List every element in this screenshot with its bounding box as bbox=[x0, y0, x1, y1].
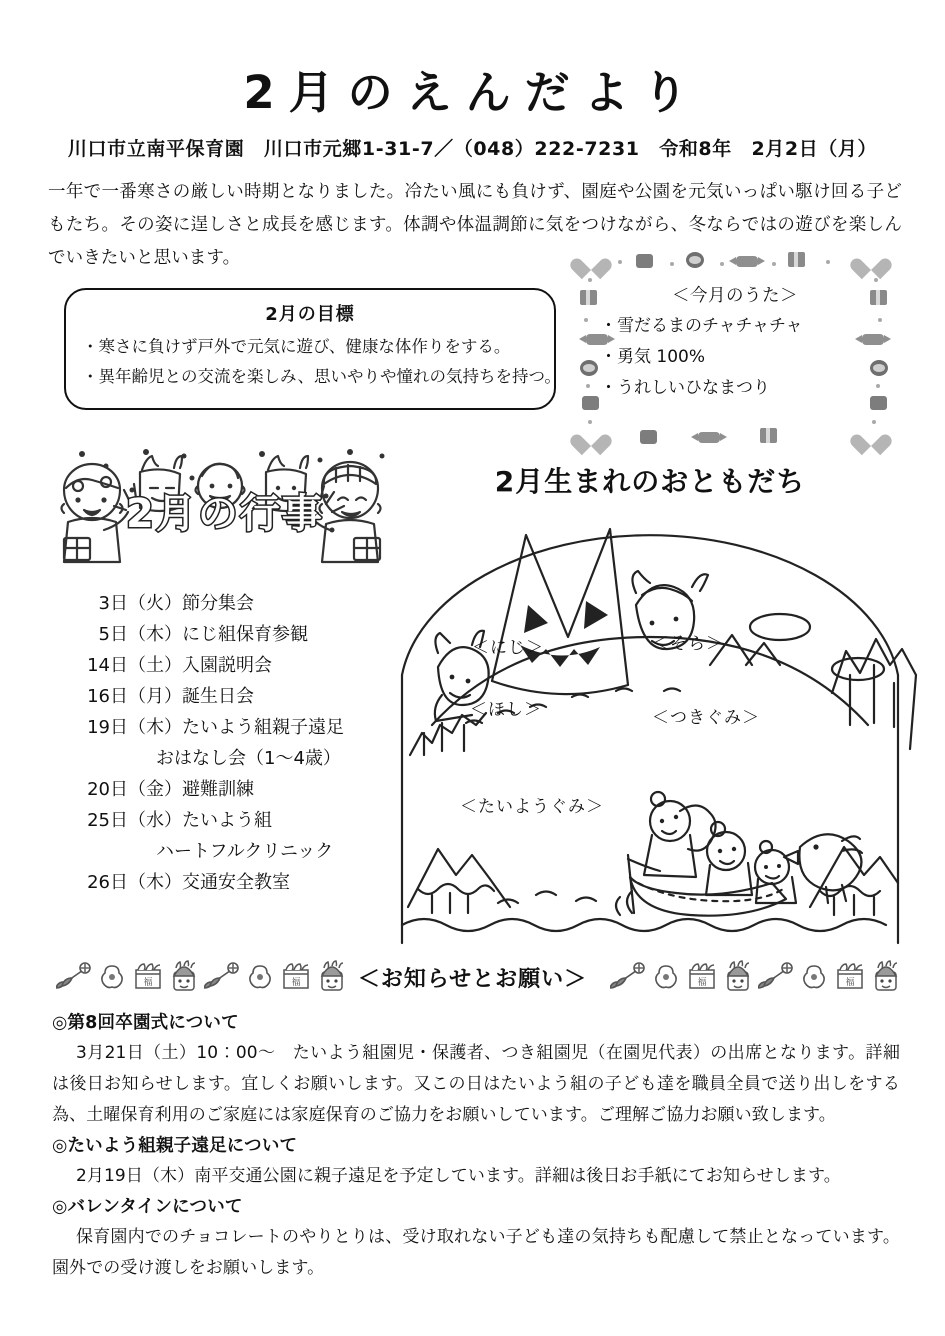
event-day: 3日 bbox=[98, 593, 128, 614]
notice-title: ◎たいよう組親子遠足について bbox=[52, 1136, 298, 1156]
event-row bbox=[70, 774, 410, 805]
notices-heading-text: ＜お知らせとお願い＞ bbox=[357, 967, 588, 992]
heart-icon bbox=[858, 248, 884, 272]
event-dow: （土） bbox=[128, 655, 182, 676]
notice-body: 2月19日（木）南平交通公園に親子遠足を予定しています。詳細は後日お手紙にてお知らせします。 bbox=[76, 1166, 841, 1186]
oni-face-icon bbox=[871, 960, 901, 996]
dot-icon bbox=[826, 260, 830, 264]
class-label-tsukigumi: ＜つきぐみ＞ bbox=[652, 708, 760, 728]
setsubun-icon-row-right bbox=[610, 960, 901, 996]
event-day: 20日 bbox=[87, 779, 128, 800]
fuku-masu-box-icon bbox=[834, 960, 866, 996]
fuku-masu-box-icon bbox=[686, 960, 718, 996]
events-heading-text: 2月の行事 bbox=[126, 491, 324, 537]
notices-heading-row bbox=[0, 958, 945, 1002]
notice-title: ◎バレンタインについて bbox=[52, 1197, 243, 1217]
event-dow: （金） bbox=[128, 779, 182, 800]
event-text: 入園説明会 bbox=[182, 655, 272, 676]
goal-item: ・寒さに負けず戸外で元気に遊び、健康な体作りをする。 bbox=[82, 337, 511, 356]
monthly-goal-box bbox=[64, 288, 561, 410]
page-title: 2月のえんだより bbox=[243, 66, 702, 119]
candy-icon bbox=[698, 432, 720, 443]
dot-icon bbox=[772, 262, 776, 266]
event-row bbox=[70, 712, 410, 743]
event-dow: （木） bbox=[128, 624, 182, 645]
chocolate-icon bbox=[636, 254, 653, 268]
heart-icon bbox=[578, 424, 604, 448]
notices-list bbox=[52, 1008, 900, 1284]
candy-round-icon bbox=[580, 360, 598, 376]
plum-blossom-icon bbox=[799, 960, 829, 996]
event-row bbox=[70, 681, 410, 712]
event-text: ハートフルクリニック bbox=[156, 841, 334, 862]
event-row bbox=[70, 867, 410, 898]
event-text: たいよう組親子遠足 bbox=[182, 717, 344, 738]
candy-icon bbox=[736, 256, 758, 267]
song-item: ・うれしいひなまつり bbox=[600, 378, 770, 398]
event-text: にじ組保育参観 bbox=[182, 624, 308, 645]
class-label-taiyougumi: ＜たいようぐみ＞ bbox=[460, 797, 604, 817]
candy-round-icon bbox=[686, 252, 704, 268]
dot-icon bbox=[720, 262, 724, 266]
event-text: たいよう組 bbox=[182, 810, 272, 831]
class-label-sora: ＜そら＞ bbox=[652, 634, 724, 654]
event-row bbox=[70, 588, 410, 619]
event-row bbox=[70, 743, 410, 774]
plum-blossom-icon bbox=[651, 960, 681, 996]
events-heading-illustration bbox=[34, 438, 414, 578]
event-row bbox=[70, 836, 410, 867]
event-text: 節分集会 bbox=[182, 593, 254, 614]
plum-branch-icon bbox=[610, 960, 646, 996]
school-contact-line: 川口市立南平保育園 川口市元郷1-31-7／（048）222-7231 令和8年 2月2日（月） bbox=[67, 138, 878, 160]
birthday-section-title: 2月生まれのおともだち bbox=[494, 465, 806, 498]
event-day: 16日 bbox=[87, 686, 128, 707]
dot-icon bbox=[670, 262, 674, 266]
svg-text:福: 福 bbox=[845, 978, 855, 988]
birthday-illustration bbox=[380, 495, 920, 945]
goal-box-title: 2月の目標 bbox=[265, 304, 355, 325]
event-text: 誕生日会 bbox=[182, 686, 254, 707]
event-text: 交通安全教室 bbox=[182, 872, 290, 893]
event-day: 5日 bbox=[98, 624, 128, 645]
class-label-hoshi: ＜ほし＞ bbox=[470, 700, 542, 720]
event-text: おはなし会（1～4歳） bbox=[156, 748, 341, 769]
svg-text:福: 福 bbox=[697, 978, 707, 988]
notice-body: 3月21日（土）10：00～ たいよう組園児・保護者、つき組園児（在園児代表）の出席となります。詳細は後日お知らせします。宜しくお願いします。又この日はたいよう組の子ども達を職員全員で送り出しをする為、土曜保育利用のご家庭には家庭保育のご協力をお願いしています。ご理解ご協力お願い致します。 bbox=[52, 1043, 900, 1125]
goal-item: ・異年齢児との交流を楽しみ、思いやりや憧れの気持ちを持つ。 bbox=[82, 367, 561, 386]
songs-box-title: ＜今月のうた＞ bbox=[672, 286, 798, 306]
gift-icon bbox=[760, 428, 777, 443]
event-dow: （木） bbox=[128, 717, 182, 738]
dot-icon bbox=[878, 318, 882, 322]
event-day: 26日 bbox=[87, 872, 128, 893]
svg-text:福: 福 bbox=[291, 978, 301, 988]
plum-branch-icon bbox=[758, 960, 794, 996]
event-dow: （水） bbox=[128, 810, 182, 831]
event-day: 25日 bbox=[87, 810, 128, 831]
event-dow: （月） bbox=[128, 686, 182, 707]
dot-icon bbox=[618, 260, 622, 264]
event-dow: （木） bbox=[128, 872, 182, 893]
chocolate-icon bbox=[640, 430, 657, 444]
event-row bbox=[70, 650, 410, 681]
intro-paragraph: 一年で一番寒さの厳しい時期となりました。冷たい風にも負けず、園庭や公園を元気いっぱい駆け回る子どもたち。その姿に逞しさと成長を感じます。体調や体温調節に気をつけながら、冬ならではの遊びを楽しんでいきたいと思います。 bbox=[48, 182, 902, 268]
heart-icon bbox=[858, 424, 884, 448]
event-day: 14日 bbox=[87, 655, 128, 676]
class-label-niji: ＜にじ＞ bbox=[472, 638, 544, 658]
oni-face-icon bbox=[723, 960, 753, 996]
event-day: 19日 bbox=[87, 717, 128, 738]
heart-icon bbox=[578, 248, 604, 272]
song-item: ・雪だるまのチャチャチャ bbox=[600, 316, 803, 336]
svg-text:福: 福 bbox=[143, 978, 153, 988]
chocolate-icon bbox=[582, 396, 599, 410]
monthly-songs-box bbox=[574, 248, 904, 444]
event-dow: （火） bbox=[128, 593, 182, 614]
notice-title: ◎第8回卒園式について bbox=[52, 1013, 239, 1033]
dot-icon bbox=[586, 384, 590, 388]
event-text: 避難訓練 bbox=[182, 779, 254, 800]
events-list bbox=[70, 588, 410, 898]
gift-icon bbox=[788, 252, 805, 267]
birthday-illustration-svg bbox=[380, 495, 920, 945]
event-row bbox=[70, 619, 410, 650]
notice-body: 保育園内でのチョコレートのやりとりは、受け取れない子ども達の気持ちも配慮して禁止となっています。園外での受け渡しをお願いします。 bbox=[52, 1227, 900, 1278]
song-item: ・勇気 100% bbox=[600, 347, 706, 367]
event-row bbox=[70, 805, 410, 836]
dot-icon bbox=[584, 318, 588, 322]
